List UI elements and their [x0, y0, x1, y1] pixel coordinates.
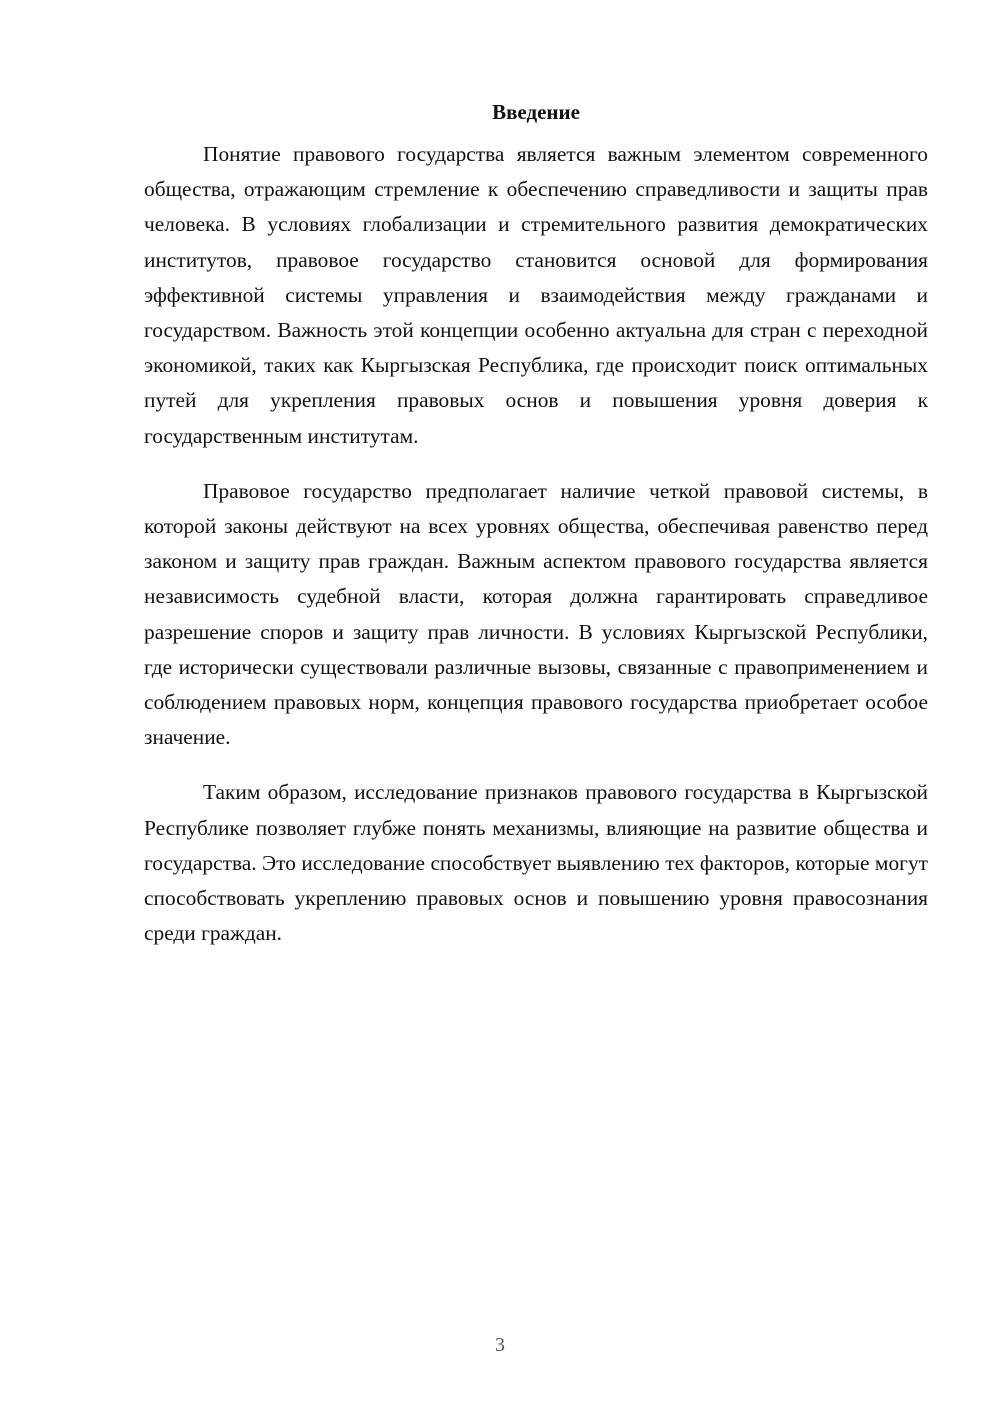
paragraph-3: Таким образом, исследование признаков правового государства в Кыргызской Республике позволяет глубже понять механизмы, влияющие на развитие общества и государства. Это исследование способствует выявлению тех факторов, которые могут способствовать укреплению правовых основ и повышению уровня правосознания среди граждан.	[144, 780, 928, 946]
document-body	[144, 97, 928, 971]
paragraph-2: Правовое государство предполагает наличие четкой правовой системы, в которой законы действуют на всех уровнях общества, обеспечивая равенство перед законом и защиту прав граждан. Важным аспектом правового государства является независимость судебной власти, которая должна гарантировать справедливое разрешение споров и защиту прав личности. В условиях Кыргызской Республики, где исторически существовали различные вызовы, связанные с правоприменением и соблюдением правовых норм, концепция правового государства приобретает особое значение.	[144, 478, 928, 750]
paragraph-1: Понятие правового государства является важным элементом современного общества, отражающим стремление к обеспечению справедливости и защиты прав человека. В условиях глобализации и стремительного развития демократических институтов, правовое государство становится основой для формирования эффективной системы управления и взаимодействия между гражданами и государством. Важность этой концепции особенно актуальна для стран с переходной экономикой, таких как Кыргызская Республика, где происходит поиск оптимальных путей для укрепления правовых основ и повышения уровня доверия к государственным институтам.	[144, 142, 928, 448]
page-number: 3	[495, 1334, 505, 1356]
page-title: Введение	[492, 100, 580, 124]
